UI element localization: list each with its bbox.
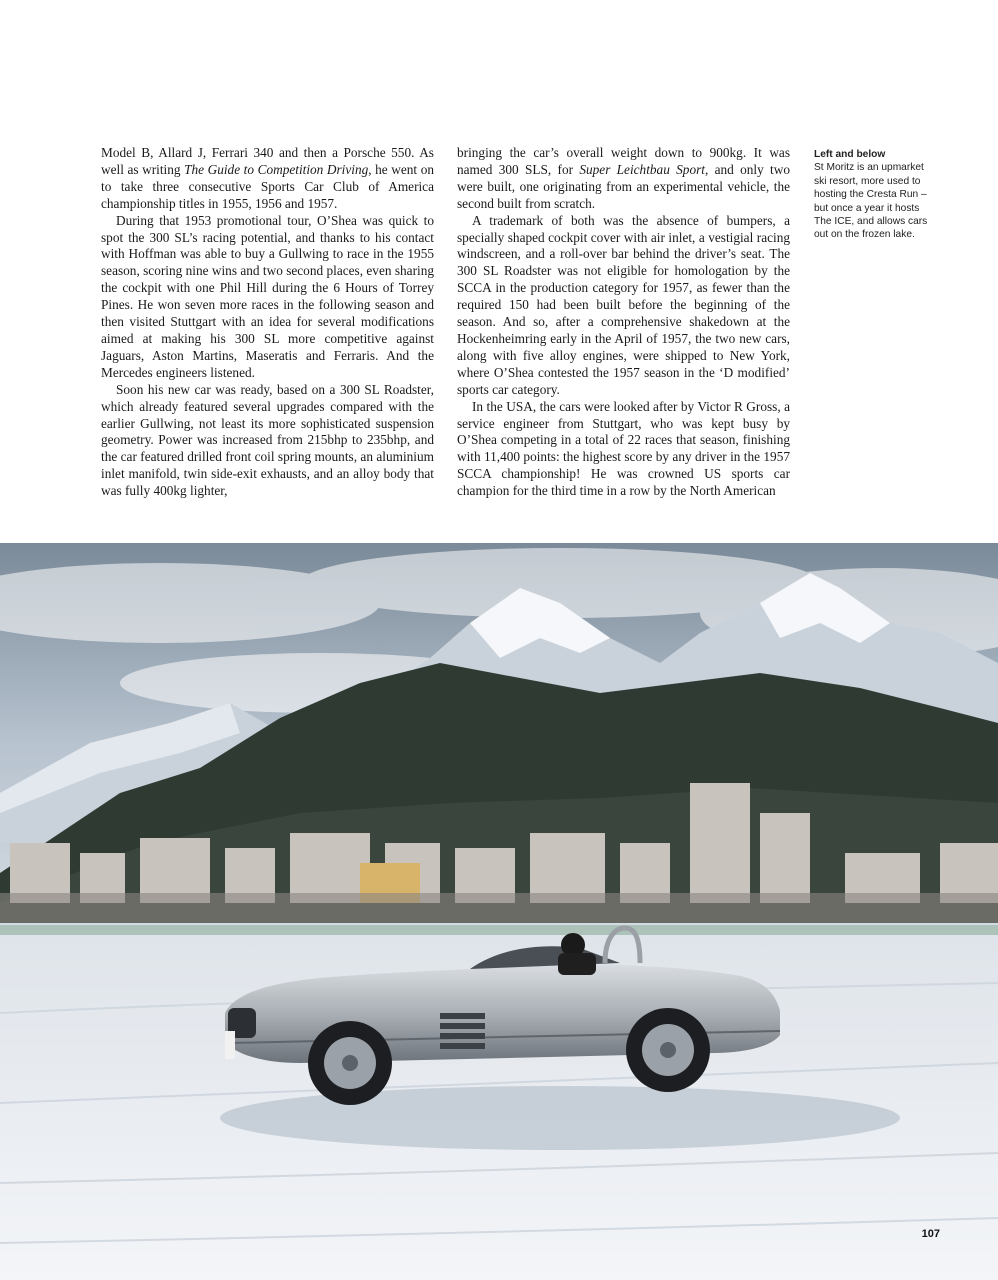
photo-st-moritz-roadster	[0, 543, 998, 1280]
paragraph-5: A trademark of both was the absence of bumpers, a specially shaped cockpit cover with air inlet, a vestigial racing windscreen, and a roll-over bar behind the driver’s seat. The 300 SL Roadster was not eligible for homologation by the SCCA in the production category for 1957, as fewer than the required 150 had been built before the beginning of the season. And so, after a comprehensive shakedown at the Hockenheimring early in the April of 1957, the two new cars, along with five alloy engines, were shipped to New York, where O’Shea contested the 1957 season in the ‘D modified’ sports car category.	[457, 212, 790, 397]
paragraph-6: In the USA, the cars were looked after by Victor R Gross, a service engineer from Stuttgart, who was kept busy by O’Shea competing in a total of 22 races that season, finishing with 11,400 points: the highest score by any driver in the 1957 SCCA championship! He was crowned US sports car champion for the third time in a row by the North American	[457, 398, 790, 499]
photo-caption	[814, 148, 934, 242]
caption-title: Left and below	[814, 149, 886, 160]
paragraph-1: Model B, Allard J, Ferrari 340 and then a Porsche 550. As well as writing The Guide to Competition Driving, he went on to take three consecutive Sports Car Club of America championship titles in 1955, 1956 and 1957.	[101, 145, 434, 211]
page-number: 107	[921, 1228, 940, 1240]
paragraph-2: During that 1953 promotional tour, O’Shea was quick to spot the 300 SL’s racing potential, and thanks to his contact with Hoffman was able to buy a Gullwing to race in the 1955 season, scoring nine wins and two second places, even sharing the cockpit with one Phil Hill during the 6 Hours of Torrey Pines. He won seven more races in the following season and then visited Stuttgart with an idea for several modifications aimed at making his 300 SL more competitive against Jaguars, Aston Martins, Maseratis and Ferraris. And the Mercedes engineers listened.	[101, 212, 434, 380]
article-column-1	[101, 145, 434, 500]
paragraph-3: Soon his new car was ready, based on a 300 SL Roadster, which already featured several upgrades compared with the earlier Gullwing, not least its more sophisticated suspension geometry. Power was increased from 215bhp to 235bhp, and the car featured drilled front coil spring mounts, an aluminium inlet manifold, twin side-exit exhausts, and an alloy body that was fully 400kg lighter,	[101, 381, 434, 499]
paragraph-4: bringing the car’s overall weight down to 900kg. It was named 300 SLS, for Super Leichtbau Sport, and only two were built, one originating from an experimental vehicle, the second built from scratch.	[457, 145, 790, 211]
article-column-2	[457, 145, 790, 500]
caption-text: St Moritz is an upmarket ski resort, more used to hosting the Cresta Run – but once a year it hosts The ICE, and allows cars out on the frozen lake.	[814, 162, 928, 241]
